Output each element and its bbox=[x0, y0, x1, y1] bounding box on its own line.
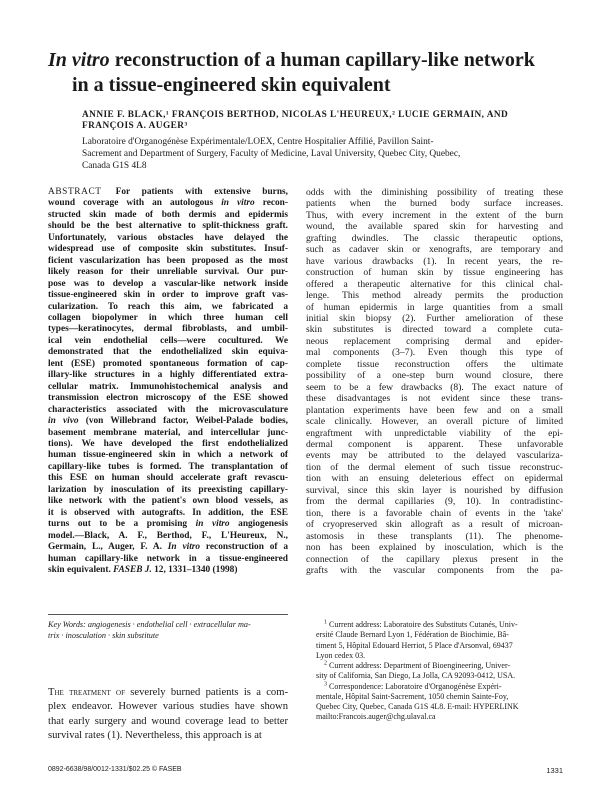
intro-line-1-rest: severely burned patients is a com- bbox=[124, 687, 288, 698]
abstract-line: human capillary-like network in a tissue-engineered bbox=[48, 553, 288, 564]
abstract-line: turns out to be a promising in vitro angiogenesis bbox=[48, 519, 288, 530]
abstract-first-line bbox=[48, 187, 288, 198]
abstract-line: basement membrane material, and intercellular junc- bbox=[48, 427, 288, 438]
body-line: non has been explained by inosculation, which is the bbox=[306, 542, 563, 554]
body-line: connection of the capillary plexus present in the bbox=[306, 553, 563, 565]
abstract-line: cellular matrix. Immunohistochemical analysis and bbox=[48, 381, 288, 392]
footnotes bbox=[316, 620, 563, 723]
abstract-line: model.—Black, A. F., Berthod, F., L'Heureux, N., bbox=[48, 530, 288, 541]
body-line: these disadvantages is not evident since these trans- bbox=[306, 393, 563, 405]
body-line: mal components (3–7). Even though this type of bbox=[306, 347, 563, 359]
footnote-line: timent 5, Hôpital Edouard Herriot, 5 Place d'Arsonval, 69437 bbox=[316, 640, 513, 650]
body-line: grafting dwindles. The classic therapeutic options, bbox=[306, 232, 563, 244]
author-list bbox=[82, 110, 562, 132]
article-title bbox=[48, 48, 568, 98]
body-line: tion with an ensuing deleterious effect on epidermal bbox=[306, 473, 563, 485]
abstract-line: widespread use of composite skin substitutes. Insuf- bbox=[48, 244, 288, 255]
body-line: such as cadaver skin or xenografts, are temporary and bbox=[306, 244, 563, 256]
abstract-line: structed skin made of both dermis and epidermis bbox=[48, 209, 288, 220]
body-line: odds with the diminishing possibility of treating these bbox=[306, 187, 563, 198]
body-line: neous replacement comprising dermal and epider- bbox=[306, 335, 563, 347]
body-line: scale clinically. However, an overall picture of limited bbox=[306, 416, 563, 428]
body-text-right-column bbox=[306, 187, 563, 576]
footnote-mark: 1 bbox=[324, 619, 327, 626]
body-line: from the dermal capillaries (9, 10). In contradistinc- bbox=[306, 496, 563, 508]
footnote-line bbox=[316, 620, 563, 630]
body-line: astomosis in these transplants (11). The phenome- bbox=[306, 530, 563, 542]
title-line-1 bbox=[48, 49, 535, 71]
footnote-mark: 3 bbox=[324, 680, 327, 687]
body-line: Thus, with every increment in the extent of the burn bbox=[306, 209, 563, 221]
copyright-line: 0892-6638/98/0012-1331/$02.25 © FASEB bbox=[48, 766, 182, 773]
footnote-line: Lyon cedex 03. bbox=[316, 650, 366, 660]
intro-lead: The treatment of bbox=[48, 687, 125, 698]
body-line: survival, since this skin layer is nourished by diffusion bbox=[306, 484, 563, 496]
body-line: tion, there is a favorable chain of events in the 'take' bbox=[306, 507, 563, 519]
title-italic: In vitro bbox=[48, 49, 110, 71]
body-line: offered a therapeutic alternative for this clinical chal- bbox=[306, 278, 563, 290]
abstract-line: likely reason for their unreliable survival. Our pur- bbox=[48, 267, 288, 278]
affiliation-line: Canada G1S 4L8 bbox=[82, 161, 147, 171]
keywords-line: Key Words: angiogenesis · endothelial cell · extracellular ma- bbox=[48, 620, 251, 629]
body-line: tion of the dermal element of such tissue reconstruc- bbox=[306, 461, 563, 473]
affiliation bbox=[82, 136, 552, 172]
footnote-line: sity of California, San Diego, La Jolla, CA 92093-0412, USA. bbox=[316, 671, 516, 681]
abstract-line: types—keratinocytes, dermal fibroblasts, and umbil- bbox=[48, 324, 288, 335]
abstract-line: in vivo (von Willebrand factor, Weibel-Palade bodies, bbox=[48, 416, 288, 427]
keywords bbox=[48, 620, 288, 641]
abstract-line: larization by inosculation of its preexisting capillary- bbox=[48, 484, 288, 495]
affiliation-line: Sacrement and Department of Surgery, Faculty of Medicine, Laval University, Quebec City, Quebec, bbox=[82, 149, 461, 159]
footnote-line bbox=[316, 661, 563, 671]
page-number: 1331 bbox=[546, 766, 563, 775]
body-line: events may be attributed to the delayed vasculariza- bbox=[306, 450, 563, 462]
abstract-line: this ESE on human should accelerate graft revascu- bbox=[48, 473, 288, 484]
abstract-line-text: For patients with extensive burns, bbox=[115, 187, 288, 197]
body-line: seem to be a few drawbacks (8). The exact nature of bbox=[306, 381, 563, 393]
body-line: wound, the available spared skin for harvesting and bbox=[306, 221, 563, 233]
title-line-2: in a tissue-engineered skin equivalent bbox=[72, 74, 391, 96]
body-line: lenge. This method already permits the production bbox=[306, 290, 563, 302]
abstract-line: illary-like structures in a highly differentiated extra- bbox=[48, 370, 288, 381]
body-line: initial skin biopsy (2). Further amelioration of these bbox=[306, 312, 563, 324]
abstract-line: transmission electron microscopy of the ESE showed bbox=[48, 393, 288, 404]
footnote-line: mailto:Francois.auger@chg.ulaval.ca bbox=[316, 712, 436, 722]
author-line-2: FRANÇOIS A. AUGER³ bbox=[82, 121, 188, 131]
abstract-line: demonstrated that the endothelialized skin equiva- bbox=[48, 347, 288, 358]
abstract-line: tions). We have developed the first endothelialized bbox=[48, 438, 288, 449]
intro-line: plex endeavor. However various studies have shown bbox=[48, 701, 288, 713]
intro-line bbox=[48, 686, 288, 700]
abstract-line: capillary-like tubes is formed. The transplantation of bbox=[48, 461, 288, 472]
abstract-line: like network with the patient's own blood vessels, as bbox=[48, 496, 288, 507]
footnote-line: mentale, Hôpital Saint-Sacrement, 1050 chemin Sainte-Foy, bbox=[316, 691, 509, 701]
body-line: have various drawbacks (1). In recent years, the re- bbox=[306, 255, 563, 267]
introduction bbox=[48, 686, 288, 743]
footnote-line: ersité Claude Bernard Lyon 1, Fédération de Biochimie, Bâ- bbox=[316, 630, 509, 640]
title-line-1-rest: reconstruction of a human capillary-like network bbox=[109, 49, 535, 71]
body-line: of human epidermis in large quantities from a small bbox=[306, 301, 563, 313]
abstract-line: should be the best alternative to split-thickness graft. bbox=[48, 221, 288, 232]
abstract-line: it is observed with autografts. In addition, the ESE bbox=[48, 507, 288, 518]
body-line: dermal component is apparent. These unfavorable bbox=[306, 438, 563, 450]
abstract-line: human tissue-engineered skin in which a network of bbox=[48, 450, 288, 461]
page-footer bbox=[48, 766, 563, 776]
abstract-line: characteristics associated with the microvasculature bbox=[48, 404, 288, 415]
body-line: patients when the burned body surface increases. bbox=[306, 198, 563, 210]
keywords-line: trix · inosculation · skin substitute bbox=[48, 630, 159, 640]
footnote-line bbox=[316, 682, 563, 692]
body-line: possibility of a one-step burn wound closure, there bbox=[306, 370, 563, 382]
abstract-line: cularization. To reach this aim, we fabricated a bbox=[48, 301, 288, 312]
body-line: grafts with the vascular components from the pa- bbox=[306, 564, 563, 576]
footnote-text: Current address: Department of Bioengineering, Univer- bbox=[329, 661, 511, 670]
body-line: construction of human skin by tissue engineering has bbox=[306, 267, 563, 279]
abstract-line: Unfortunately, various obstacles have delayed the bbox=[48, 232, 288, 243]
body-line: complete tissue reconstruction offers the ultimate bbox=[306, 358, 563, 370]
author-line-1: ANNIE F. BLACK,¹ FRANÇOIS BERTHOD, NICOLAS L'HEUREUX,² LUCIE GERMAIN, AND bbox=[82, 110, 509, 120]
abstract-line: ical vein endothelial cells—were cocultured. We bbox=[48, 335, 288, 346]
abstract-line: Germain, L., Auger, F. A. In vitro reconstruction of a bbox=[48, 542, 288, 553]
abstract-line: tissue-engineered skin in order to improve graft vas- bbox=[48, 290, 288, 301]
abstract-line: collagen biopolymer in which three human cell bbox=[48, 312, 288, 323]
body-line: engraftment with unpredictable viability of the epi- bbox=[306, 427, 563, 439]
abstract-line: ficient vascularization has been proposed as the most bbox=[48, 255, 288, 266]
abstract-line: wound coverage with an autologous in vitro recon- bbox=[48, 198, 288, 209]
abstract-label: ABSTRACT bbox=[48, 187, 102, 197]
intro-line: survival rates (1). Nevertheless, this approach is at bbox=[48, 729, 262, 741]
abstract bbox=[48, 187, 288, 576]
abstract-line: skin equivalent. FASEB J. 12, 1331–1340 (1998) bbox=[48, 564, 238, 575]
abstract-line: lent (ESE) promoted spontaneous formation of cap- bbox=[48, 358, 288, 369]
body-line: of cryopreserved skin allograft as a result of microan- bbox=[306, 519, 563, 531]
abstract-line: pose was to develop a vascular-like network inside bbox=[48, 278, 288, 289]
body-line: plantation experiments have been few and on a small bbox=[306, 404, 563, 416]
body-line: skin substitutes is directed toward a complete cuta- bbox=[306, 324, 563, 336]
keywords-divider bbox=[48, 614, 288, 615]
affiliation-line: Laboratoire d'Organogénèse Expérimentale/LOEX, Centre Hospitalier Affilié, Pavillon Saint- bbox=[82, 137, 434, 147]
footnote-line: Quebec City, Quebec, Canada G1S 4L8. E-mail: HYPERLINK bbox=[316, 702, 519, 711]
footnote-text: Current address: Laboratoire des Substituts Cutanés, Univ- bbox=[329, 620, 518, 629]
intro-line: that early surgery and wound coverage lead to better bbox=[48, 715, 288, 727]
footnote-mark: 2 bbox=[324, 660, 327, 667]
footnote-text: Correspondence: Laboratoire d'Organogénèse Expéri- bbox=[329, 681, 502, 691]
